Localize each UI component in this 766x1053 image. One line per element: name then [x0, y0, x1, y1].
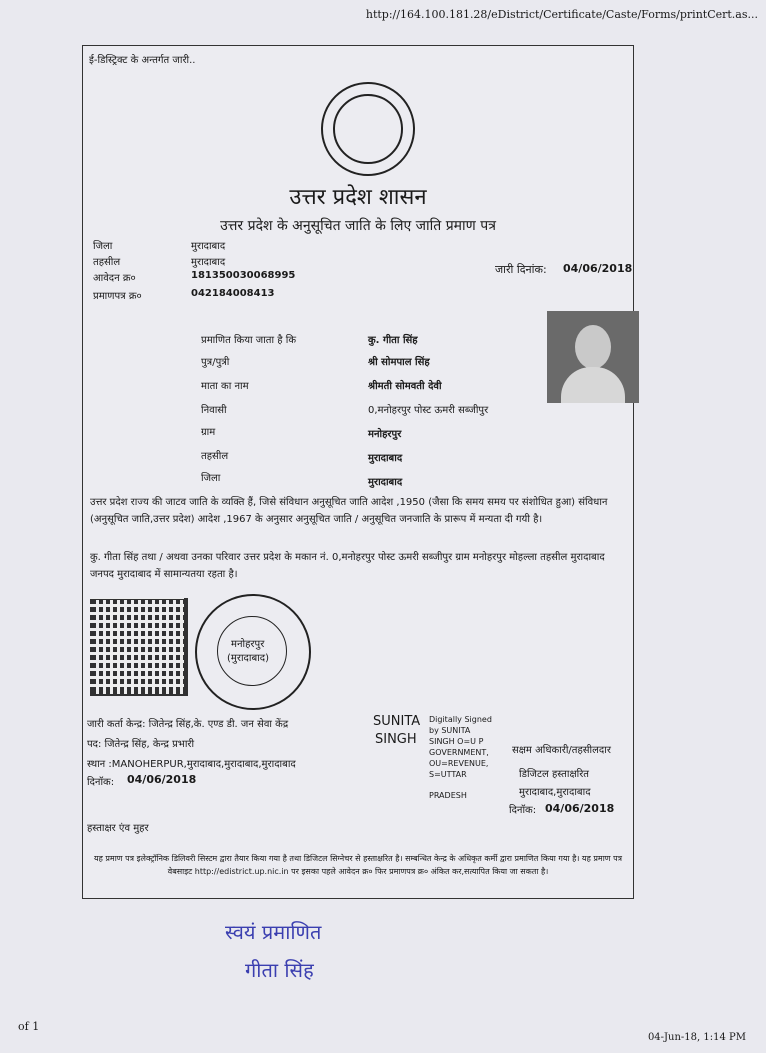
mother-label: माता का नाम	[201, 381, 249, 392]
issuer-place: स्थान :MANOHERPUR,मुरादाबाद,मुरादाबाद,मुरादाबाद	[87, 759, 296, 770]
residence-paragraph: कु. गीता सिंह तथा / अथवा उनका परिवार उत्तर प्रदेश के मकान नं. 0,मनोहरपुर पोस्ट ऊमरी सब्जीपुर ग्राम मनोहरपुर मोहल्ला तहसील मुरादाबाद जनपद मुरादाबाद में सामान्यतया रहता है।	[90, 552, 605, 580]
signer-date-label: दिनॉक:	[509, 805, 537, 816]
digital-signature-block	[429, 714, 492, 801]
seal-text-1: मनोहरपुर	[231, 639, 265, 650]
cert-no-value: 042184008413	[191, 288, 275, 299]
applicant-photo	[547, 311, 639, 403]
qr-code-overlay	[90, 598, 184, 692]
village-label: ग्राम	[201, 427, 216, 438]
issued-under: ई-डिस्ट्रिक्ट के अन्तर्गत जारी..	[89, 55, 196, 66]
certificate	[82, 45, 634, 899]
handwritten-signature: गीता सिंह	[245, 958, 314, 982]
person-name: कु. गीता सिंह	[368, 335, 418, 346]
signer-name-1: SUNITA	[373, 714, 421, 729]
page-subtitle: उत्तर प्रदेश के अनुसूचित जाति के लिए जाति प्रमाण पत्र	[220, 218, 496, 234]
dsig-line: SINGH O=U P	[429, 737, 484, 746]
page-count: of 1	[18, 1020, 40, 1033]
district-label: जिला	[93, 241, 113, 252]
up-emblem-logo	[321, 82, 415, 176]
person-tehsil-label: तहसील	[201, 451, 229, 462]
app-no-value: 181350030068995	[191, 270, 296, 281]
caste-paragraph: उत्तर प्रदेश राज्य की जाटव जाति के व्यक्ति हैं, जिसे संविधान अनुसूचित जाति आदेश ,1950 (जैसा कि समय समय पर संशोधित हुआ) संविधान (अनुसूचित जाति,उत्तर प्रदेश) आदेश ,1967 के अनुसार अनुसूचित जाति / अनुसूचित जनजाति के प्रारूप में मन्यता दी गयी है।	[90, 497, 608, 525]
centre-seal	[195, 594, 311, 710]
signer-role: सक्षम अधिकारी/तहसीलदार	[512, 745, 611, 756]
village-value: मनोहरपुर	[368, 429, 402, 440]
issue-date-label: जारी दिनांक:	[495, 263, 547, 276]
handwritten-attestation: स्वयं प्रमाणित	[225, 920, 322, 944]
district-value: मुरादाबाद	[191, 241, 226, 252]
dsig-line: OU=REVENUE,	[429, 759, 489, 768]
resident-label: निवासी	[201, 405, 227, 416]
issuer-date: 04/06/2018	[127, 773, 197, 786]
issue-date-value: 04/06/2018	[563, 262, 633, 275]
dsig-line: PRADESH	[429, 791, 467, 800]
certified-label: प्रमाणित किया जाता है कि	[201, 335, 297, 346]
page-title: उत्तर प्रदेश शासन	[289, 185, 427, 210]
dsig-line: S=UTTAR	[429, 770, 467, 779]
dsig-line: GOVERNMENT,	[429, 748, 489, 757]
mother-name: श्रीमती सोमवती देवी	[368, 381, 442, 392]
sign-seal-label: हस्ताक्षर एंव मुहर	[87, 823, 149, 834]
parent-name: श्री सोमपाल सिंह	[368, 357, 430, 368]
tehsil-value: मुरादाबाद	[191, 257, 226, 268]
browser-url: http://164.100.181.28/eDistrict/Certificate/Caste/Forms/printCert.as...	[365, 8, 758, 21]
parent-label: पुत्र/पुत्री	[201, 357, 230, 368]
person-tehsil-value: मुरादाबाद	[368, 453, 403, 464]
tehsil-label: तहसील	[93, 257, 121, 268]
dsig-line: Digitally Signed	[429, 715, 492, 724]
signer-date: 04/06/2018	[545, 802, 615, 815]
signer-digitally-signed: डिजिटल हस्ताक्षरित	[519, 769, 589, 780]
app-no-label: आवेदन क्र०	[93, 273, 136, 284]
person-district-value: मुरादाबाद	[368, 477, 403, 488]
person-district-label: जिला	[201, 473, 221, 484]
signer-place: मुरादाबाद,मुरादाबाद	[519, 787, 591, 798]
issuer-post: पद: जितेन्द्र सिंह, केन्द्र प्रभारी	[87, 739, 195, 750]
issuer-centre: जारी कर्ता केन्द्र: जितेन्द्र सिंह,के. एण्ड डी. जन सेवा केंद्र	[87, 719, 289, 730]
footer-note: यह प्रमाण पत्र इलेक्ट्रॉनिक डिलिवरी सिस्टम द्वारा तैयार किया गया है तथा डिजिटल सिग्नेचर से हस्ताक्षरित है। सम्बन्धित केन्द्र के अधिकृत कर्मी द्वारा प्रमाणित किया गया है। यह प्रमाण पत्र वेबसाइट http://edistrict.up.nic.in पर इसका पहले आवेदन क्र० फिर प्रमाणपत्र क्र० अंकित कर,सत्यापित किया जा सकता है।	[93, 854, 623, 876]
dsig-line: by SUNITA	[429, 726, 471, 735]
signer-name-2: SINGH	[375, 732, 417, 747]
cert-no-label: प्रमाणपत्र क्र०	[93, 291, 142, 302]
issuer-date-label: दिनॉक:	[87, 777, 115, 788]
resident-value: 0,मनोहरपुर पोस्ट ऊमरी सब्जीपुर	[368, 405, 489, 416]
seal-text-2: (मुरादाबाद)	[227, 653, 269, 664]
print-timestamp: 04-Jun-18, 1:14 PM	[647, 1032, 746, 1043]
